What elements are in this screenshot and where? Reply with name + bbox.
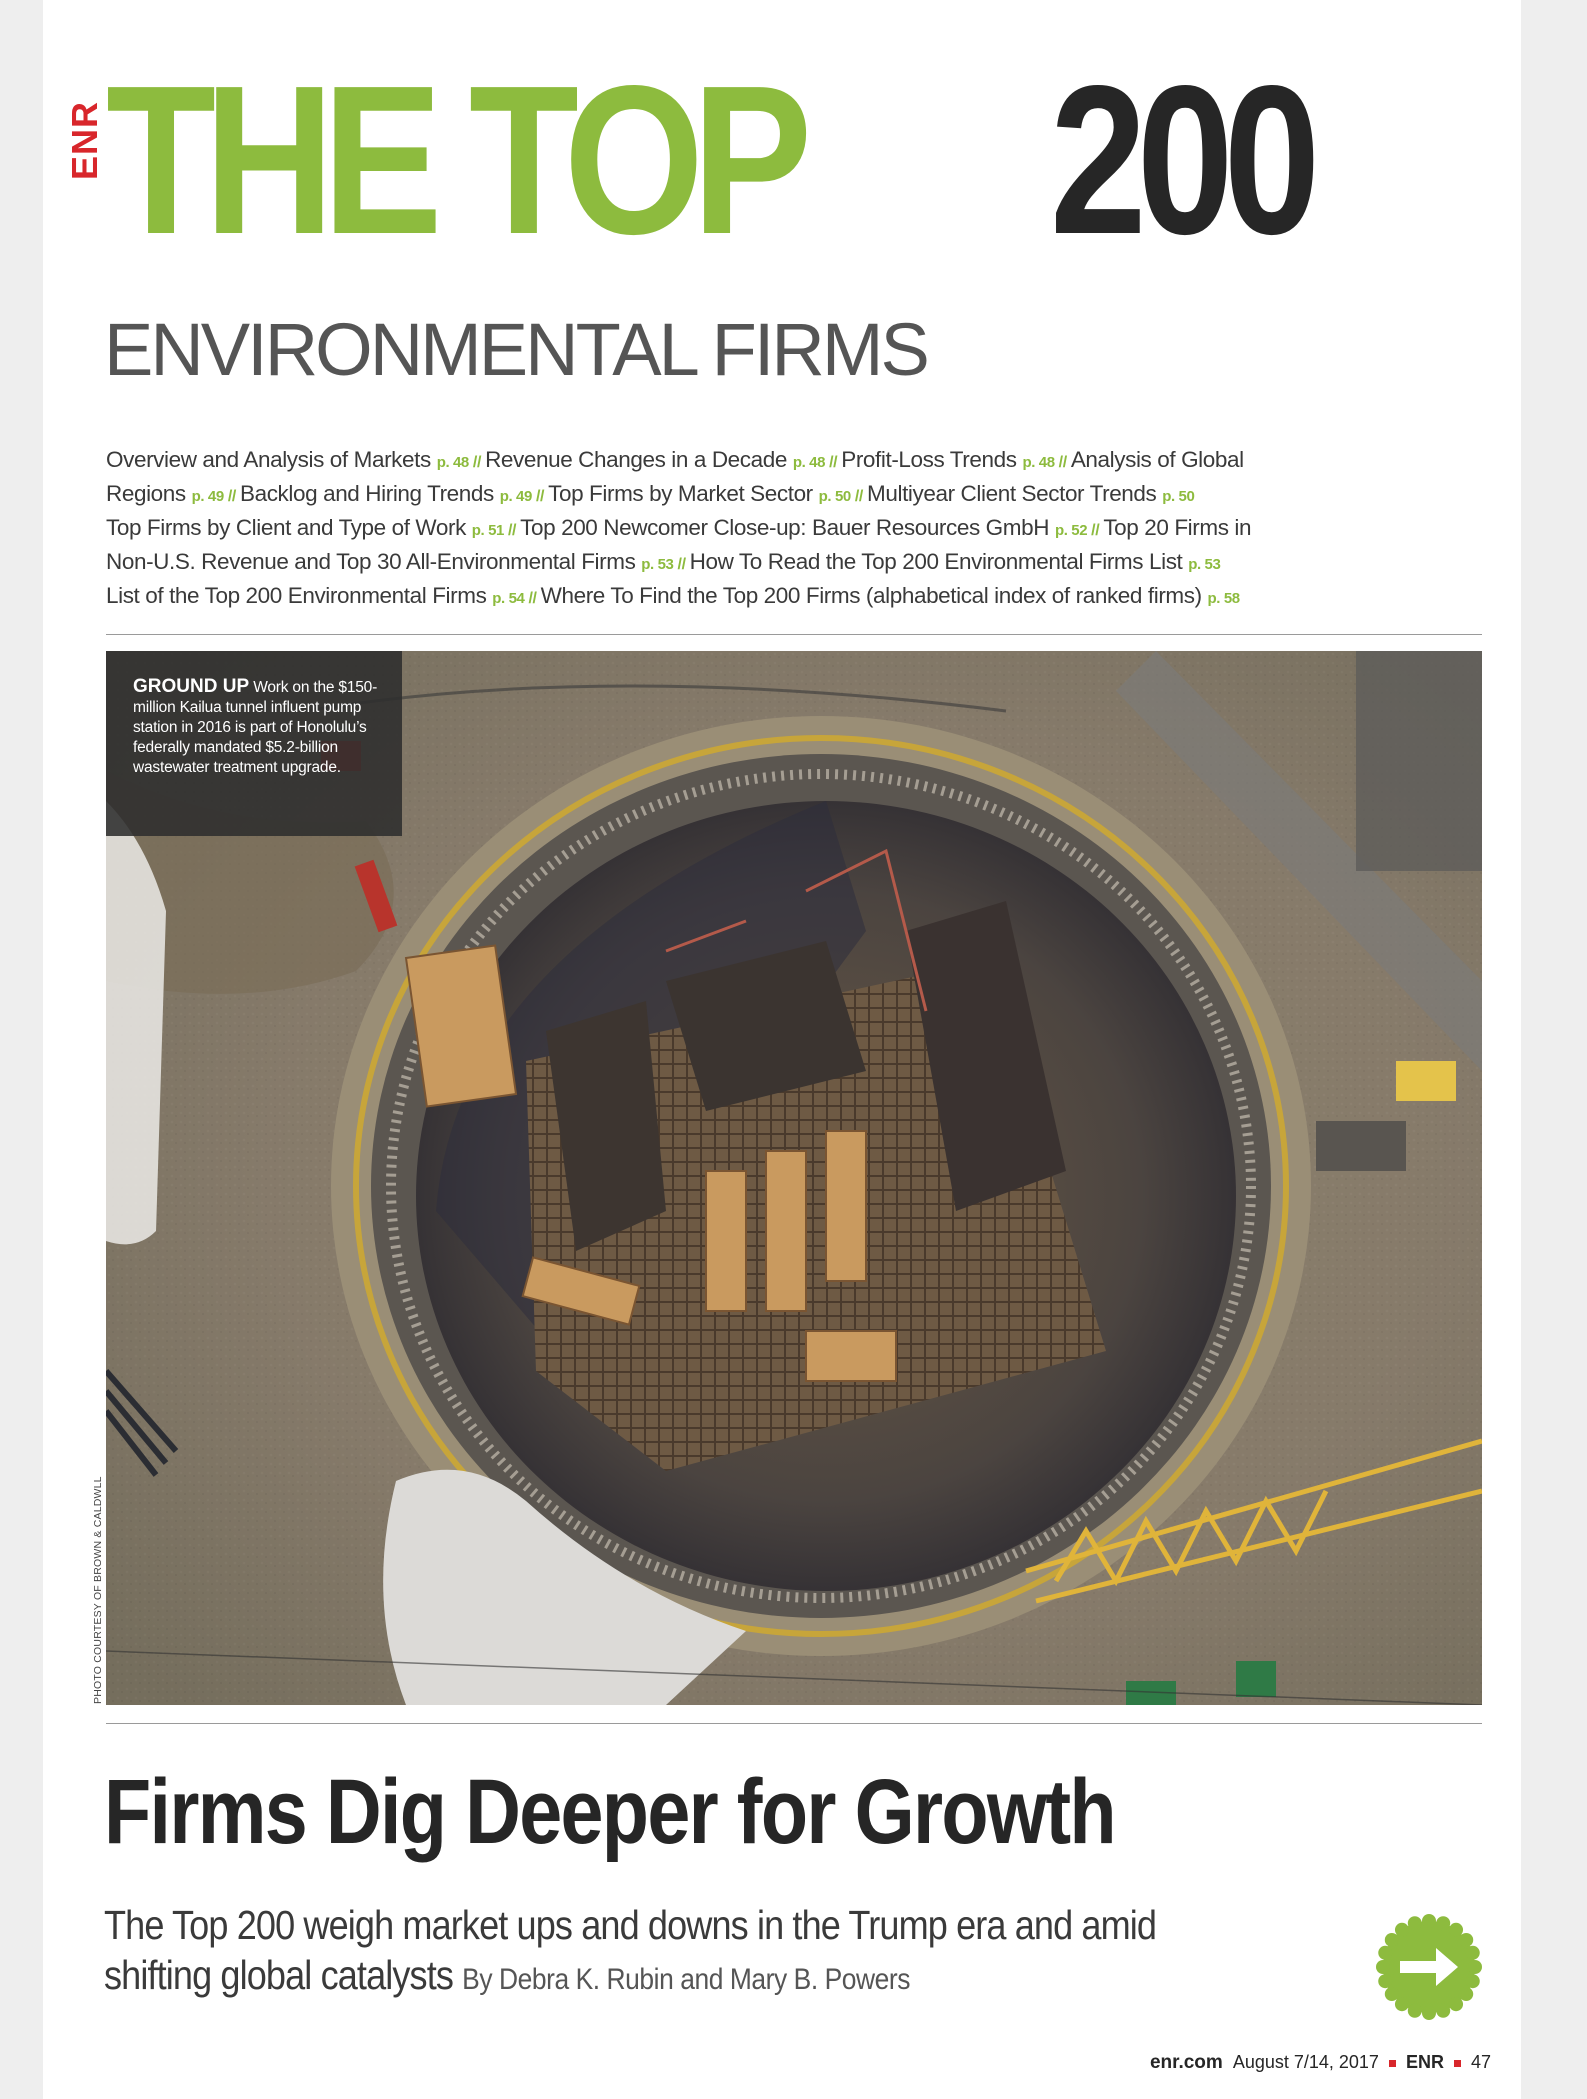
caption-body: Work on the $150-million Kailua tunnel influent pump station in 2016 is part of Honolulu’s federally mandated $5.2-billion wastewater treatment upgrade. [133, 679, 378, 776]
contents-page-ref[interactable]: p. 48 [436, 454, 469, 471]
contents-page-ref[interactable]: p. 53 [1188, 556, 1221, 573]
footer-date: August 7/14, 2017 [1232, 2052, 1379, 2072]
arrow-right-icon[interactable] [1376, 1914, 1482, 2020]
contents-separator: // [531, 488, 549, 505]
contents-page-ref[interactable]: p. 50 [818, 488, 851, 505]
byline: By Debra K. Rubin and Mary B. Powers [462, 1963, 910, 1996]
contents-line [106, 512, 1486, 546]
contents-separator: // [1054, 454, 1071, 471]
contents-page-ref[interactable]: p. 54 [492, 590, 525, 607]
page-footer [1150, 2052, 1491, 2074]
contents-line [106, 546, 1486, 580]
caption-head: GROUND UP [133, 676, 250, 697]
contents-entry[interactable]: Top Firms by Market Sector [548, 481, 819, 506]
contents-entry[interactable]: Top 20 Firms in [1103, 515, 1252, 540]
contents-entry[interactable]: Profit-Loss Trends [841, 447, 1023, 472]
contents-entry[interactable]: How To Read the Top 200 Environmental Firms List [689, 549, 1189, 574]
contents-entry[interactable]: Multiyear Client Sector Trends [867, 481, 1163, 506]
contents-entry[interactable]: Overview and Analysis of Markets [106, 447, 437, 472]
contents-line [106, 580, 1486, 614]
contents-page-ref[interactable]: p. 52 [1054, 522, 1088, 539]
contents-entry[interactable]: Top 200 Newcomer Close-up: Bauer Resources GmbH [520, 515, 1055, 540]
article-deck [104, 1900, 1213, 2005]
section-subtitle: ENVIRONMENTAL FIRMS [104, 308, 927, 391]
contents-page-ref[interactable]: p. 49 [499, 488, 532, 505]
contents-separator: // [1087, 522, 1104, 539]
contents-page-ref[interactable]: p. 48 [1022, 454, 1055, 471]
contents-entry[interactable]: Where To Find the Top 200 Firms (alphabetical index of ranked firms) [540, 583, 1208, 608]
title-200: 200 [1050, 41, 1311, 278]
contents-entry[interactable]: Non-U.S. Revenue and Top 30 All-Environmental Firms [106, 549, 642, 574]
deck-line-2-text: shifting global catalysts [104, 1952, 463, 1998]
contents-entry[interactable]: Top Firms by Client and Type of Work [106, 515, 472, 540]
article-headline: Firms Dig Deeper for Growth [104, 1761, 1115, 1863]
contents-separator: // [850, 488, 868, 505]
contents-entry[interactable]: Backlog and Hiring Trends [239, 481, 500, 506]
contents-separator: // [503, 522, 521, 539]
top-divider [106, 634, 1482, 635]
contents-entry[interactable]: Regions [106, 481, 192, 506]
contents-separator: // [673, 556, 690, 573]
contents-separator: // [468, 454, 486, 471]
construction-photo [106, 651, 1482, 1705]
contents-page-ref[interactable]: p. 50 [1162, 488, 1195, 505]
photo-caption [106, 651, 402, 836]
photo-credit: PHOTO COURTESY OF BROWN & CALDWLL [92, 1476, 104, 1704]
contents-list [106, 444, 1486, 614]
contents-entry[interactable]: Analysis of Global [1070, 447, 1244, 472]
deck-line-2 [104, 1950, 1213, 2005]
footer-square-icon [1389, 2060, 1396, 2067]
footer-square-icon [1454, 2060, 1461, 2067]
contents-separator: // [524, 590, 541, 607]
contents-separator: // [223, 488, 240, 505]
title-the-top: THE TOP [106, 41, 801, 278]
footer-brand: ENR [1405, 2052, 1444, 2072]
page-number: 47 [1470, 2052, 1491, 2072]
footer-site[interactable]: enr.com [1149, 2052, 1223, 2073]
contents-separator: // [825, 454, 842, 471]
bottom-divider [106, 1723, 1482, 1724]
contents-page-ref[interactable]: p. 49 [191, 488, 224, 505]
contents-page-ref[interactable]: p. 53 [641, 556, 674, 573]
contents-entry[interactable]: List of the Top 200 Environmental Firms [106, 583, 493, 608]
contents-line [106, 444, 1486, 478]
contents-page-ref[interactable]: p. 48 [792, 454, 826, 471]
deck-line-1: The Top 200 weigh market ups and downs in the Trump era and amid [104, 1902, 1157, 1948]
contents-page-ref[interactable]: p. 58 [1207, 590, 1240, 607]
contents-entry[interactable]: Revenue Changes in a Decade [485, 447, 793, 472]
enr-logo: ENR [64, 100, 105, 180]
contents-line [106, 478, 1486, 512]
contents-page-ref[interactable]: p. 51 [471, 522, 504, 539]
